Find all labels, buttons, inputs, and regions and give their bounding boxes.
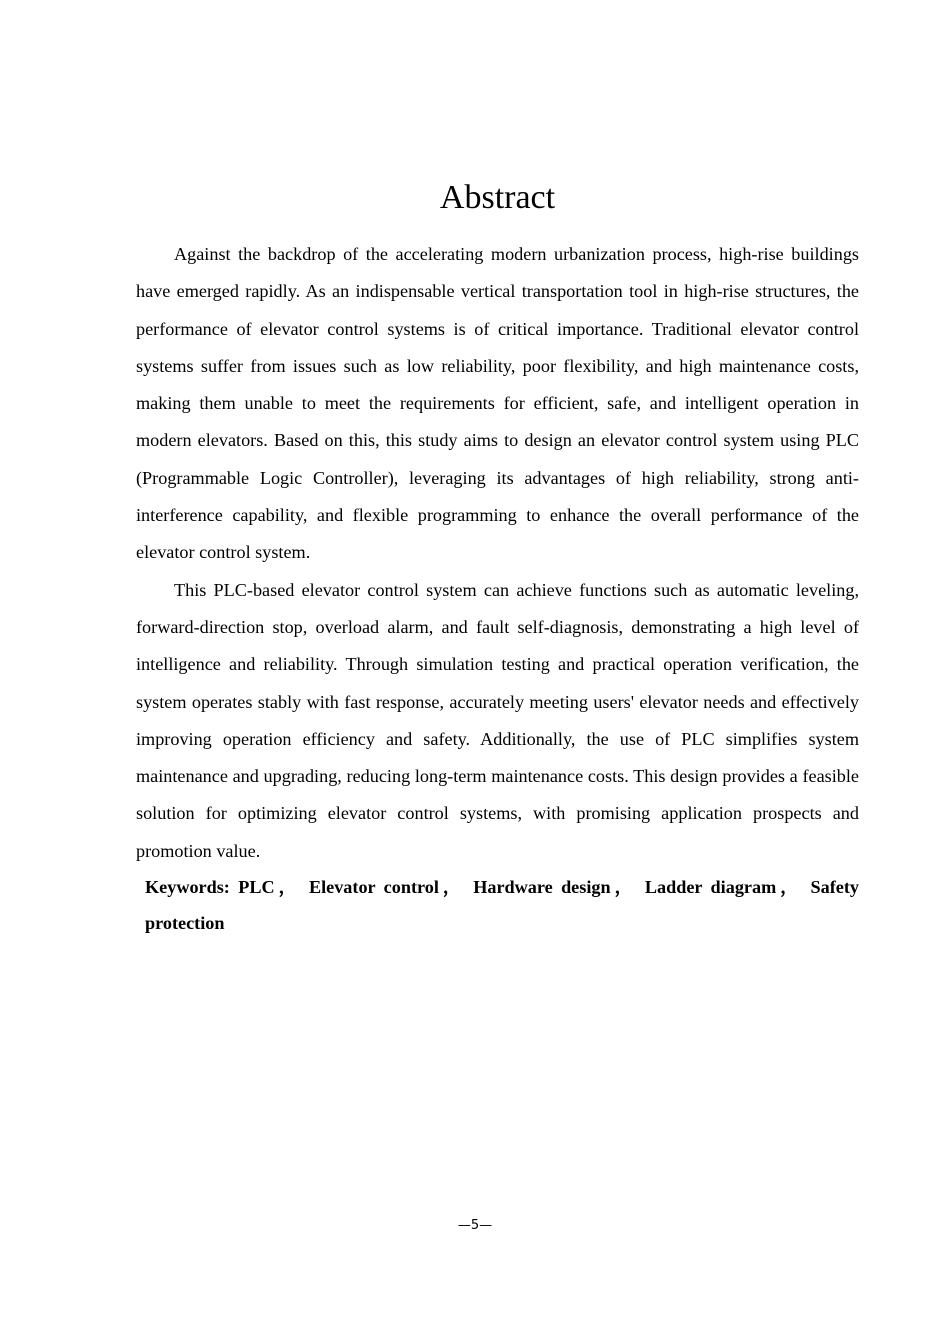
- keywords-line: [136, 869, 859, 941]
- abstract-paragraph-2: This PLC-based elevator control system can achieve functions such as automatic leveling, forward-direction stop, overload alarm, and fault self-diagnosis, demonstrating a high level of intelligence and reliability. Through simulation testing and practical operation verification, the system operates stably with fast response, accurately meeting users' elevator needs and effectively improving operation efficiency and safety. Additionally, the use of PLC simplifies system maintenance and upgrading, reducing long-term maintenance costs. This design provides a feasible solution for optimizing elevator control systems, with promising application prospects and promotion value.: [136, 579, 859, 861]
- abstract-paragraph-1: Against the backdrop of the accelerating modern urbanization process, high-rise buildings have emerged rapidly. As an indispensable vertical transportation tool in high-rise structures, the performance of elevator control systems is of critical importance. Traditional elevator control systems suffer from issues such as low reliability, poor flexibility, and high maintenance costs, making them unable to meet the requirements for efficient, safe, and intelligent operation in modern elevators. Based on this, this study aims to design an elevator control system using PLC (Programmable Logic Controller), leveraging its advantages of high reliability, strong anti-interference capability, and flexible programming to enhance the overall performance of the elevator control system.: [136, 244, 859, 563]
- keywords-list: PLC， Elevator control， Hardware design， Ladder diagram， Safety protection: [145, 877, 860, 934]
- page-number: —5—: [457, 1218, 493, 1233]
- abstract-body: [136, 236, 859, 941]
- keywords-label: Keywords:: [145, 877, 230, 898]
- abstract-title: Abstract: [439, 179, 556, 216]
